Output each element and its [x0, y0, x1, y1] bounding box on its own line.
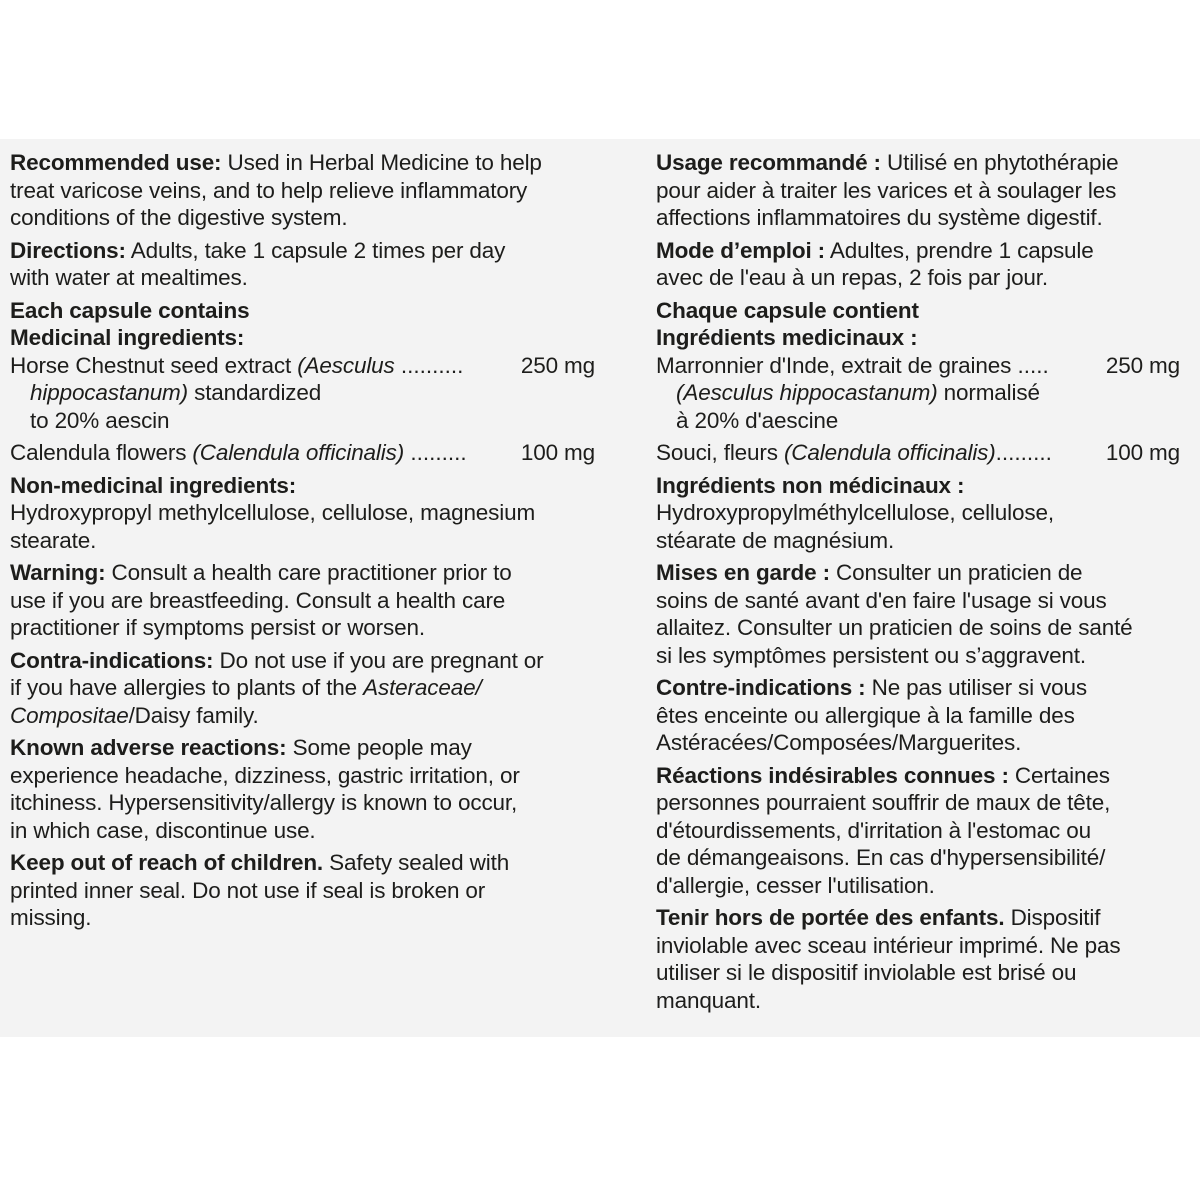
fr-adverse-label: Réactions indésirables connues :	[656, 762, 1009, 788]
en-each-capsule-heading: Each capsule contains	[10, 297, 250, 323]
fr-keep-out	[656, 904, 1190, 1014]
ingredient-dose: 100 mg	[1102, 439, 1180, 467]
ingredient-latin: (Aesculus	[297, 352, 395, 378]
en-keep-out-text: printed inner seal. Do not use if seal is broken or	[10, 877, 486, 903]
fr-non-medicinal-label: Ingrédients non médicinaux :	[656, 472, 965, 498]
en-keep-out-text: missing.	[10, 905, 92, 930]
en-directions-text: with water at mealtimes.	[10, 265, 248, 290]
leader-dots: .........	[995, 440, 1052, 465]
en-non-medicinal-text: Hydroxypropyl methylcellulose, cellulose, magnesium	[10, 500, 536, 525]
en-contra-latin: Asteraceae/	[363, 675, 482, 700]
en-recommended-use-text: Used in Herbal Medicine to help	[221, 150, 542, 175]
fr-warning-text: allaitez. Consulter un praticien de soins de santé	[656, 615, 1133, 640]
fr-recommended-use-text: affections inflammatoires du système digestif.	[656, 205, 1103, 230]
fr-each-capsule-heading: Chaque capsule contient	[656, 297, 919, 323]
ingredient-name: Marronnier d'Inde, extrait de graines	[656, 352, 1012, 378]
fr-directions	[656, 237, 1190, 292]
leader-dots: ..........	[394, 352, 464, 378]
en-adverse-text: in which case, discontinue use.	[10, 817, 316, 843]
en-contra-indications	[10, 647, 630, 730]
fr-each-capsule	[656, 297, 1190, 352]
en-contra-text: Do not use if you are pregnant or	[213, 647, 544, 673]
en-warning-label: Warning:	[10, 560, 106, 585]
en-adverse-reactions	[10, 734, 630, 844]
leader-dots: .....	[1011, 352, 1049, 378]
en-recommended-use-text: conditions of the digestive system.	[10, 205, 348, 230]
french-column	[656, 149, 1190, 1019]
en-each-capsule	[10, 297, 630, 352]
en-directions	[10, 237, 630, 292]
fr-contra-text: Ne pas utiliser si vous	[865, 675, 1087, 700]
ingredient-name: Souci, fleurs	[656, 440, 784, 465]
fr-keep-out-text: Dispositif	[1004, 905, 1101, 930]
en-keep-out-text: Safety sealed with	[323, 850, 510, 875]
en-contra-text: /Daisy family.	[128, 702, 259, 728]
fr-keep-out-label: Tenir hors de portée des enfants.	[656, 905, 1005, 930]
en-warning	[10, 559, 630, 642]
fr-keep-out-text: utiliser si le dispositif inviolable est brisé ou	[656, 960, 1077, 985]
fr-warning-text: Consulter un praticien de	[829, 560, 1083, 585]
leader-dots: .........	[404, 440, 467, 465]
ingredient-latin: (Calendula officinalis)	[783, 440, 996, 465]
fr-ingredient-marronnier	[656, 352, 1180, 435]
ingredient-name: to 20% aescin	[30, 407, 170, 433]
en-warning-text: use if you are breastfeeding. Consult a health care	[10, 587, 506, 613]
fr-non-medicinal	[656, 472, 1190, 555]
fr-directions-text: Adultes, prendre 1 capsule	[825, 237, 1094, 263]
en-adverse-text: itchiness. Hypersensitivity/allergy is known to occur,	[10, 790, 518, 815]
en-warning-text: practitioner if symptoms persist or worsen.	[10, 615, 425, 640]
fr-medicinal-heading: Ingrédients medicinaux :	[656, 325, 918, 350]
ingredient-dose: 100 mg	[517, 439, 595, 467]
ingredient-latin: (Calendula officinalis)	[192, 440, 405, 465]
fr-contra-label: Contre-indications :	[656, 675, 866, 700]
en-contra-latin: Compositae	[10, 702, 129, 728]
fr-adverse-reactions	[656, 762, 1190, 900]
fr-adverse-text: personnes pourraient souffrir de maux de tête,	[656, 790, 1111, 815]
ingredient-name: standardized	[188, 380, 322, 405]
ingredient-name: Horse Chestnut seed extract	[10, 352, 298, 378]
en-contra-label: Contra-indications:	[10, 647, 214, 673]
fr-keep-out-text: manquant.	[656, 987, 761, 1013]
en-non-medicinal-text: stearate.	[10, 527, 97, 553]
en-recommended-use	[10, 149, 630, 232]
en-warning-text: Consult a health care practitioner prior to	[105, 560, 512, 585]
en-adverse-text: experience headache, dizziness, gastric irritation, or	[10, 762, 520, 788]
fr-warning-text: si les symptômes persistent ou s’aggravent.	[656, 642, 1086, 668]
en-contra-text: if you have allergies to plants of the	[10, 675, 364, 700]
ingredient-name: à 20% d'aescine	[676, 407, 839, 433]
ingredient-name: Calendula flowers	[10, 440, 193, 465]
fr-adverse-text: d'allergie, cesser l'utilisation.	[656, 872, 935, 898]
fr-warning-label: Mises en garde :	[656, 560, 830, 585]
en-ingredient-calendula	[10, 439, 595, 467]
fr-non-medicinal-text: stéarate de magnésium.	[656, 527, 895, 553]
en-directions-label: Directions:	[10, 237, 126, 263]
fr-recommended-use	[656, 149, 1190, 232]
fr-ingredient-souci	[656, 439, 1180, 467]
en-adverse-label: Known adverse reactions:	[10, 735, 287, 760]
fr-adverse-text: de démangeaisons. En cas d'hypersensibilité/	[656, 845, 1106, 870]
en-recommended-use-text: treat varicose veins, and to help relieve inflammatory	[10, 177, 528, 203]
en-keep-out-label: Keep out of reach of children.	[10, 850, 324, 875]
ingredient-dose: 250 mg	[1102, 352, 1180, 380]
en-non-medicinal-label: Non-medicinal ingredients:	[10, 472, 297, 498]
en-medicinal-heading: Medicinal ingredients:	[10, 325, 245, 350]
en-recommended-use-label: Recommended use:	[10, 150, 222, 175]
fr-warning	[656, 559, 1190, 669]
en-non-medicinal	[10, 472, 630, 555]
en-ingredient-horse-chestnut	[10, 352, 595, 435]
en-keep-out	[10, 849, 630, 932]
en-directions-text: Adults, take 1 capsule 2 times per day	[125, 237, 506, 263]
fr-warning-text: soins de santé avant d'en faire l'usage si vous	[656, 587, 1107, 613]
fr-keep-out-text: inviolable avec sceau intérieur imprimé. Ne pas	[656, 932, 1121, 958]
fr-recommended-use-text: Utilisé en phytothérapie	[880, 150, 1119, 175]
english-column	[10, 149, 630, 937]
en-adverse-text: Some people may	[286, 735, 472, 760]
ingredient-dose: 250 mg	[517, 352, 595, 380]
ingredient-latin: hippocastanum)	[30, 380, 188, 405]
fr-contra-indications	[656, 674, 1190, 757]
fr-non-medicinal-text: Hydroxypropylméthylcellulose, cellulose,	[656, 500, 1054, 525]
ingredient-latin: (Aesculus hippocastanum)	[676, 380, 938, 405]
fr-contra-text: êtes enceinte ou allergique à la famille des	[656, 702, 1075, 728]
fr-contra-text: Astéracées/Composées/Marguerites.	[656, 730, 1022, 755]
fr-recommended-use-text: pour aider à traiter les varices et à soulager les	[656, 177, 1117, 203]
fr-recommended-use-label: Usage recommandé :	[656, 150, 881, 175]
ingredient-name: normalisé	[937, 380, 1040, 405]
fr-adverse-text: Certaines	[1008, 762, 1110, 788]
fr-directions-label: Mode d’emploi :	[656, 237, 825, 263]
fr-adverse-text: d'étourdissements, d'irritation à l'estomac ou	[656, 817, 1091, 843]
fr-directions-text: avec de l'eau à un repas, 2 fois par jour.	[656, 265, 1048, 290]
